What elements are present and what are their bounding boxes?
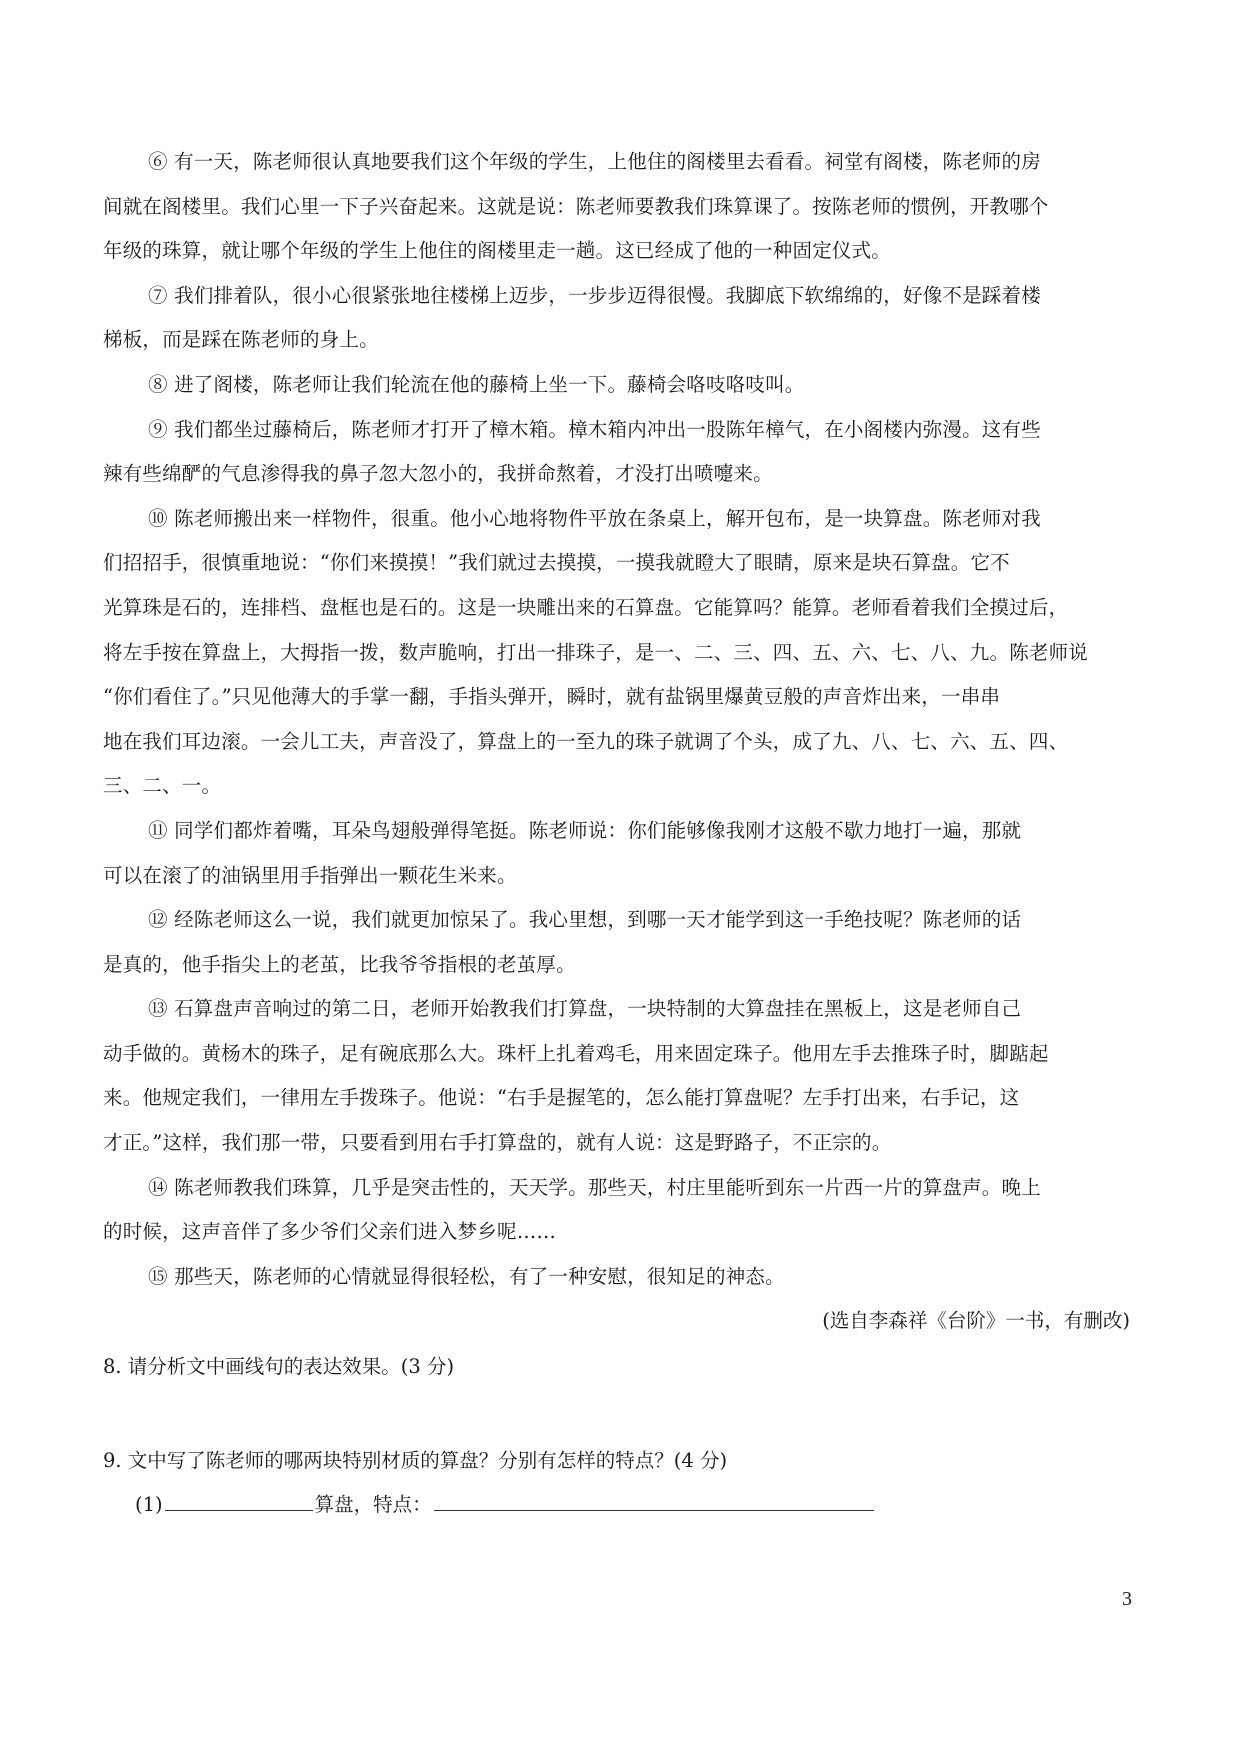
text-line: 们招招手，很慎重地说：“你们来摸摸！”我们就过去摸摸，一摸我就瞪大了眼睛，原来是块石算盘。它不 bbox=[103, 551, 1010, 575]
paragraph-15 bbox=[103, 1255, 1130, 1300]
text-line: ⑦ 我们排着队，很小心很紧张地往楼梯上迈步，一步步迈得很慢。我脚底下软绵绵的，好像不是踩着楼 bbox=[148, 283, 1041, 307]
text-line: 的时候，这声音伴了多少爷们父亲们进入梦乡呢…… bbox=[103, 1220, 557, 1244]
text-line: 间就在阁楼里。我们心里一下子兴奋起来。这就是说：陈老师要教我们珠算课了。按陈老师的惯例，开教哪个 bbox=[103, 194, 1049, 218]
text-line: ⑬ 石算盘声音响过的第二日，老师开始教我们打算盘，一块特制的大算盘挂在黑板上，这是老师自己 bbox=[148, 997, 1022, 1021]
text-line: ⑮ 那些天，陈老师的心情就显得很轻松，有了一种安慰，很知足的神态。 bbox=[148, 1264, 785, 1288]
question-9-answer-1 bbox=[103, 1483, 1130, 1527]
text-line: 将左手按在算盘上，大拇指一拨，数声脆响，打出一排珠子，是一、二、三、四、五、六、七、八、九。陈老师说 bbox=[103, 640, 1089, 664]
text-line: 辣有些绵酽的气息渗得我的鼻子忽大忽小的，我拼命熬着，才没打出喷嚏来。 bbox=[103, 462, 773, 486]
text-line: 三、二、一。 bbox=[103, 774, 222, 798]
paragraph-13 bbox=[103, 987, 1130, 1165]
text-line: 是真的，他手指尖上的老茧，比我爷爷指根的老茧厚。 bbox=[103, 952, 576, 976]
text-line: 可以在滚了的油锅里用手指弹出一颗花生米来。 bbox=[103, 863, 517, 887]
text-line: ⑫ 经陈老师这么一说，我们就更加惊呆了。我心里想，到哪一天才能学到这一手绝技呢？陈老师的话 bbox=[148, 908, 1022, 932]
paragraph-12 bbox=[103, 898, 1130, 987]
text-line: 梯板，而是踩在陈老师的身上。 bbox=[103, 328, 379, 352]
answer-blank-feature[interactable] bbox=[434, 1490, 874, 1511]
paragraph-8 bbox=[103, 363, 1130, 408]
paragraph-14 bbox=[103, 1166, 1130, 1255]
answer-blank-material[interactable] bbox=[165, 1490, 313, 1511]
answer-label: 算盘，特点： bbox=[314, 1493, 432, 1517]
text-line: 才正。”这样，我们那一带，只要看到用右手打算盘的，就有人说：这是野路子，不正宗的。 bbox=[103, 1131, 892, 1155]
question-9: 9. 文中写了陈老师的哪两块特别材质的算盘？分别有怎样的特点？(4 分) bbox=[103, 1449, 728, 1473]
text-line: “你们看住了。”只见他薄大的手掌一翻，手指头弹开，瞬时，就有盐锅里爆黄豆般的声音炸出来，一串串 bbox=[103, 685, 1001, 709]
paragraph-7 bbox=[103, 274, 1130, 363]
question-8: 8. 请分析文中画线句的表达效果。(3 分) bbox=[103, 1355, 455, 1379]
text-line: 年级的珠算，就让哪个年级的学生上他住的阁楼里走一趟。这已经成了他的一种固定仪式。 bbox=[103, 239, 892, 263]
answer-number: (1) bbox=[135, 1493, 163, 1517]
text-line: 光算珠是石的，连排档、盘框也是石的。这是一块雕出来的石算盘。它能算吗？能算。老师看着我们全摸过后， bbox=[103, 595, 1069, 619]
source-citation: (选自李森祥《台阶》一书，有删改) bbox=[822, 1309, 1130, 1333]
text-line: ⑥ 有一天，陈老师很认真地要我们这个年级的学生，上他住的阁楼里去看看。祠堂有阁楼，陈老师的房 bbox=[148, 150, 1041, 173]
text-line: ⑩ 陈老师搬出来一样物件，很重。他小心地将物件平放在条桌上，解开包布，是一块算盘。陈老师对我 bbox=[148, 506, 1041, 530]
text-line: ⑨ 我们都坐过藤椅后，陈老师才打开了樟木箱。樟木箱内冲出一股陈年樟气，在小阁楼内弥漫。这有些 bbox=[148, 417, 1041, 441]
text-line: ⑧ 进了阁楼，陈老师让我们轮流在他的藤椅上坐一下。藤椅会咯吱咯吱叫。 bbox=[148, 372, 805, 396]
paragraph-9 bbox=[103, 408, 1130, 497]
text-line: 动手做的。黄杨木的珠子，足有碗底那么大。珠杆上扎着鸡毛，用来固定珠子。他用左手去推珠子时，脚踮起 bbox=[103, 1041, 1049, 1065]
paragraph-10 bbox=[103, 497, 1130, 809]
passage bbox=[103, 140, 1130, 1299]
page-number: 3 bbox=[1122, 1588, 1132, 1610]
paragraph-6 bbox=[103, 140, 1130, 274]
text-line: ⑭ 陈老师教我们珠算，几乎是突击性的，天天学。那些天，村庄里能听到东一片西一片的算盘声。晚上 bbox=[148, 1175, 1041, 1199]
document-body bbox=[103, 140, 1130, 1527]
paragraph-11 bbox=[103, 809, 1130, 898]
text-line: 地在我们耳边滚。一会儿工夫，声音没了，算盘上的一至九的珠子就调了个头，成了九、八、七、六、五、四、 bbox=[103, 729, 1069, 753]
text-line: 来。他规定我们，一律用左手拨珠子。他说：“右手是握笔的，怎么能打算盘呢？左手打出来，右手记，这 bbox=[103, 1086, 1020, 1110]
text-line: ⑪ 同学们都炸着嘴，耳朵鸟翅般弹得笔挺。陈老师说：你们能够像我刚才这般不歇力地打一遍，那就 bbox=[148, 818, 1022, 842]
